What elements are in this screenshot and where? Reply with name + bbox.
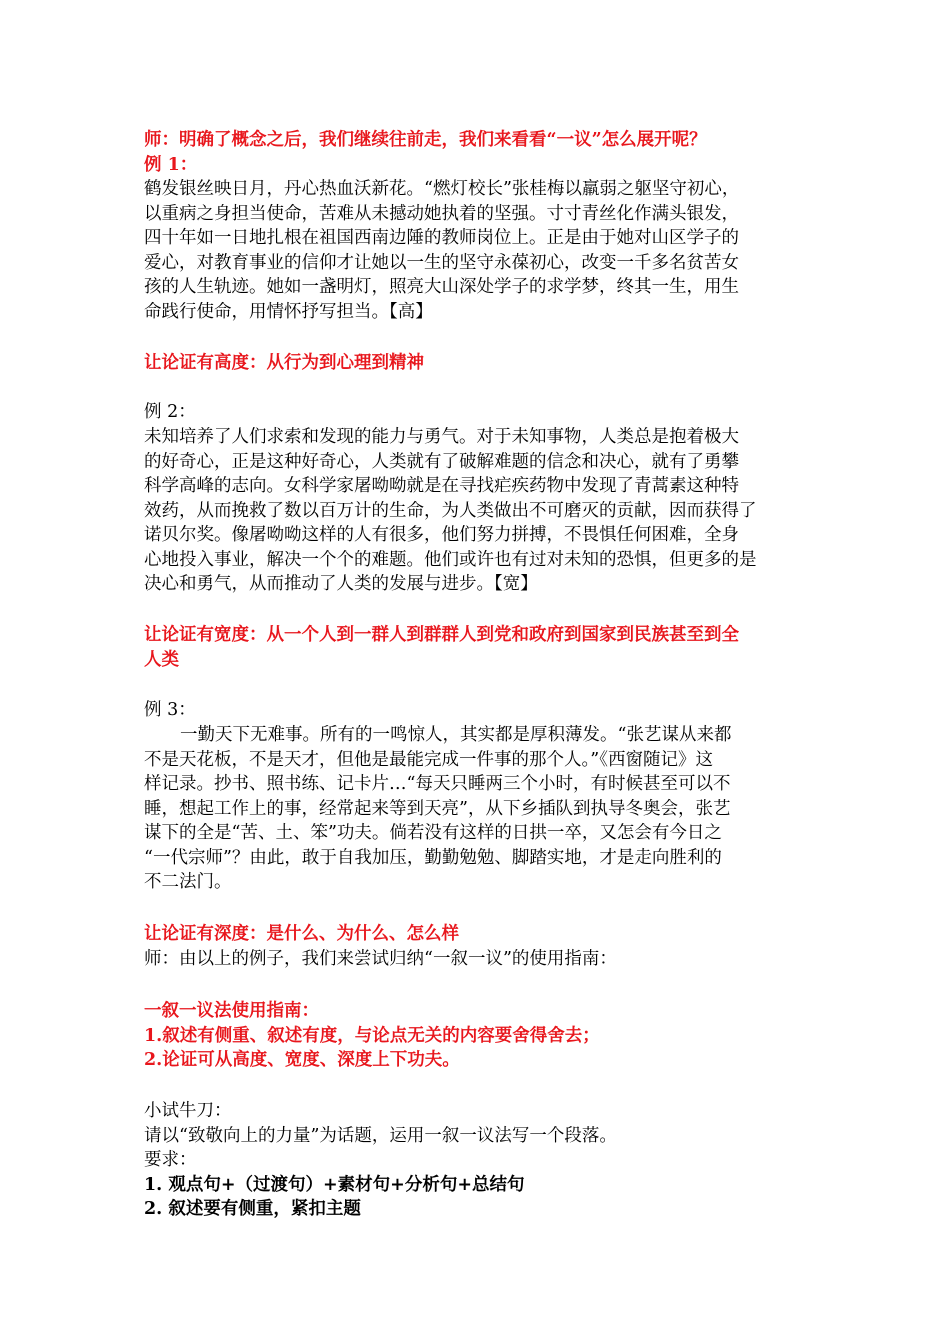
guide-item: 2.论证可从高度、宽度、深度上下功夫。 xyxy=(144,1050,460,1070)
teacher-summary-line: 师：由以上的例子，我们来尝试归纳“一叙一议”的使用指南： xyxy=(144,948,617,969)
paragraph-line: 不是天花板，不是天才，但他是最能完成一件事的那个人。”《西窗随记》这 xyxy=(144,749,713,770)
paragraph-line: 样记录。抄书、照书练、记卡片…“每天只睡两三个小时，有时候甚至可以不 xyxy=(144,774,731,794)
depth-point-heading: 让论证有深度：是什么、为什么、怎么样 xyxy=(144,924,459,944)
paragraph-line: 心地投入事业，解决一个个的难题。他们或许也有过对未知的恐惧，但更多的是 xyxy=(144,549,757,570)
example-1-paragraph xyxy=(144,177,824,324)
example-3-label: 例 3： xyxy=(144,700,196,720)
intro-section xyxy=(144,128,824,177)
paragraph-line: 命践行使命，用情怀抒写担当。【高】 xyxy=(144,301,433,322)
guide-title: 一叙一议法使用指南： xyxy=(144,1001,319,1021)
paragraph-line: “一代宗师”？由此，敢于自我加压，勤勤勉勉、脚踏实地，才是走向胜利的 xyxy=(144,847,722,868)
paragraph-line: 未知培养了人们求索和发现的能力与勇气。对于未知事物，人类总是抱着极大 xyxy=(144,427,739,447)
depth-section xyxy=(144,922,824,971)
paragraph-line: 孩的人生轨迹。她如一盏明灯，照亮大山深处学子的求学梦，终其一生，用生 xyxy=(144,277,739,297)
width-point-heading xyxy=(144,623,824,672)
paragraph-line: 谋下的全是“苦、土、笨”功夫。倘若没有这样的日拱一卒，又怎会有今日之 xyxy=(144,823,722,843)
paragraph-line: 不二法门。 xyxy=(144,872,232,892)
paragraph-line: 效药，从而挽救了数以百万计的生命，为人类做出不可磨灭的贡献，因而获得了 xyxy=(144,500,757,521)
requirement-item: 2. 叙述要有侧重，紧扣主题 xyxy=(144,1199,361,1219)
paragraph-line: 诺贝尔奖。像屠呦呦这样的人有很多，他们努力拼搏，不畏惧任何困难，全身 xyxy=(144,525,739,545)
height-point-heading: 让论证有高度：从行为到心理到精神 xyxy=(144,353,424,373)
example-1-label: 例 1： xyxy=(144,154,198,175)
practice-title: 小试牛刀： xyxy=(144,1101,232,1121)
heading-line: 让论证有宽度：从一个人到一群人到群群人到党和政府到国家到民族甚至到全 xyxy=(144,625,739,645)
paragraph-line: 的好奇心，正是这种好奇心，人类就有了破解难题的信念和决心，就有了勇攀 xyxy=(144,451,739,472)
example-2-paragraph xyxy=(144,425,824,597)
paragraph-line: 四十年如一日地扎根在祖国西南边陲的教师岗位上。正是由于她对山区学子的 xyxy=(144,228,739,248)
guide-item: 1.叙述有侧重、叙述有度，与论点无关的内容要舍得舍去； xyxy=(144,1025,600,1046)
paragraph-line: 科学高峰的志向。女科学家屠呦呦就是在寻找疟疾药物中发现了青蒿素这种特 xyxy=(144,476,739,496)
paragraph-line: 爱心，对教育事业的信仰才让她以一生的坚守永葆初心，改变一千多名贫苦女 xyxy=(144,252,739,273)
practice-section xyxy=(144,1099,824,1222)
paragraph-line: 决心和勇气，从而推动了人类的发展与进步。【宽】 xyxy=(144,574,538,594)
requirement-item: 1. 观点句+（过渡句）+素材句+分析句+总结句 xyxy=(144,1174,525,1195)
teacher-question-heading: 师：明确了概念之后，我们继续往前走，我们来看看“一议”怎么展开呢？ xyxy=(144,130,707,150)
paragraph-line: 睡，想起工作上的事，经常起来等到天亮”，从下乡插队到执导冬奥会，张艺 xyxy=(144,798,731,819)
paragraph-line: 鹤发银丝映日月，丹心热血沃新花。“燃灯校长”张桂梅以羸弱之躯坚守初心， xyxy=(144,179,740,199)
guide-section xyxy=(144,999,824,1073)
heading-line: 人类 xyxy=(144,649,179,670)
paragraph-line: 以重病之身担当使命，苦难从未撼动她执着的坚强。寸寸青丝化作满头银发， xyxy=(144,203,739,224)
practice-prompt: 请以“致敬向上的力量”为话题，运用一叙一议法写一个段落。 xyxy=(144,1125,617,1146)
example-2-label: 例 2： xyxy=(144,402,196,422)
example-3-paragraph xyxy=(144,723,824,895)
requirements-label: 要求： xyxy=(144,1150,197,1170)
paragraph-line: 一勤天下无难事。所有的一鸣惊人，其实都是厚积薄发。“张艺谋从来都 xyxy=(180,725,732,745)
